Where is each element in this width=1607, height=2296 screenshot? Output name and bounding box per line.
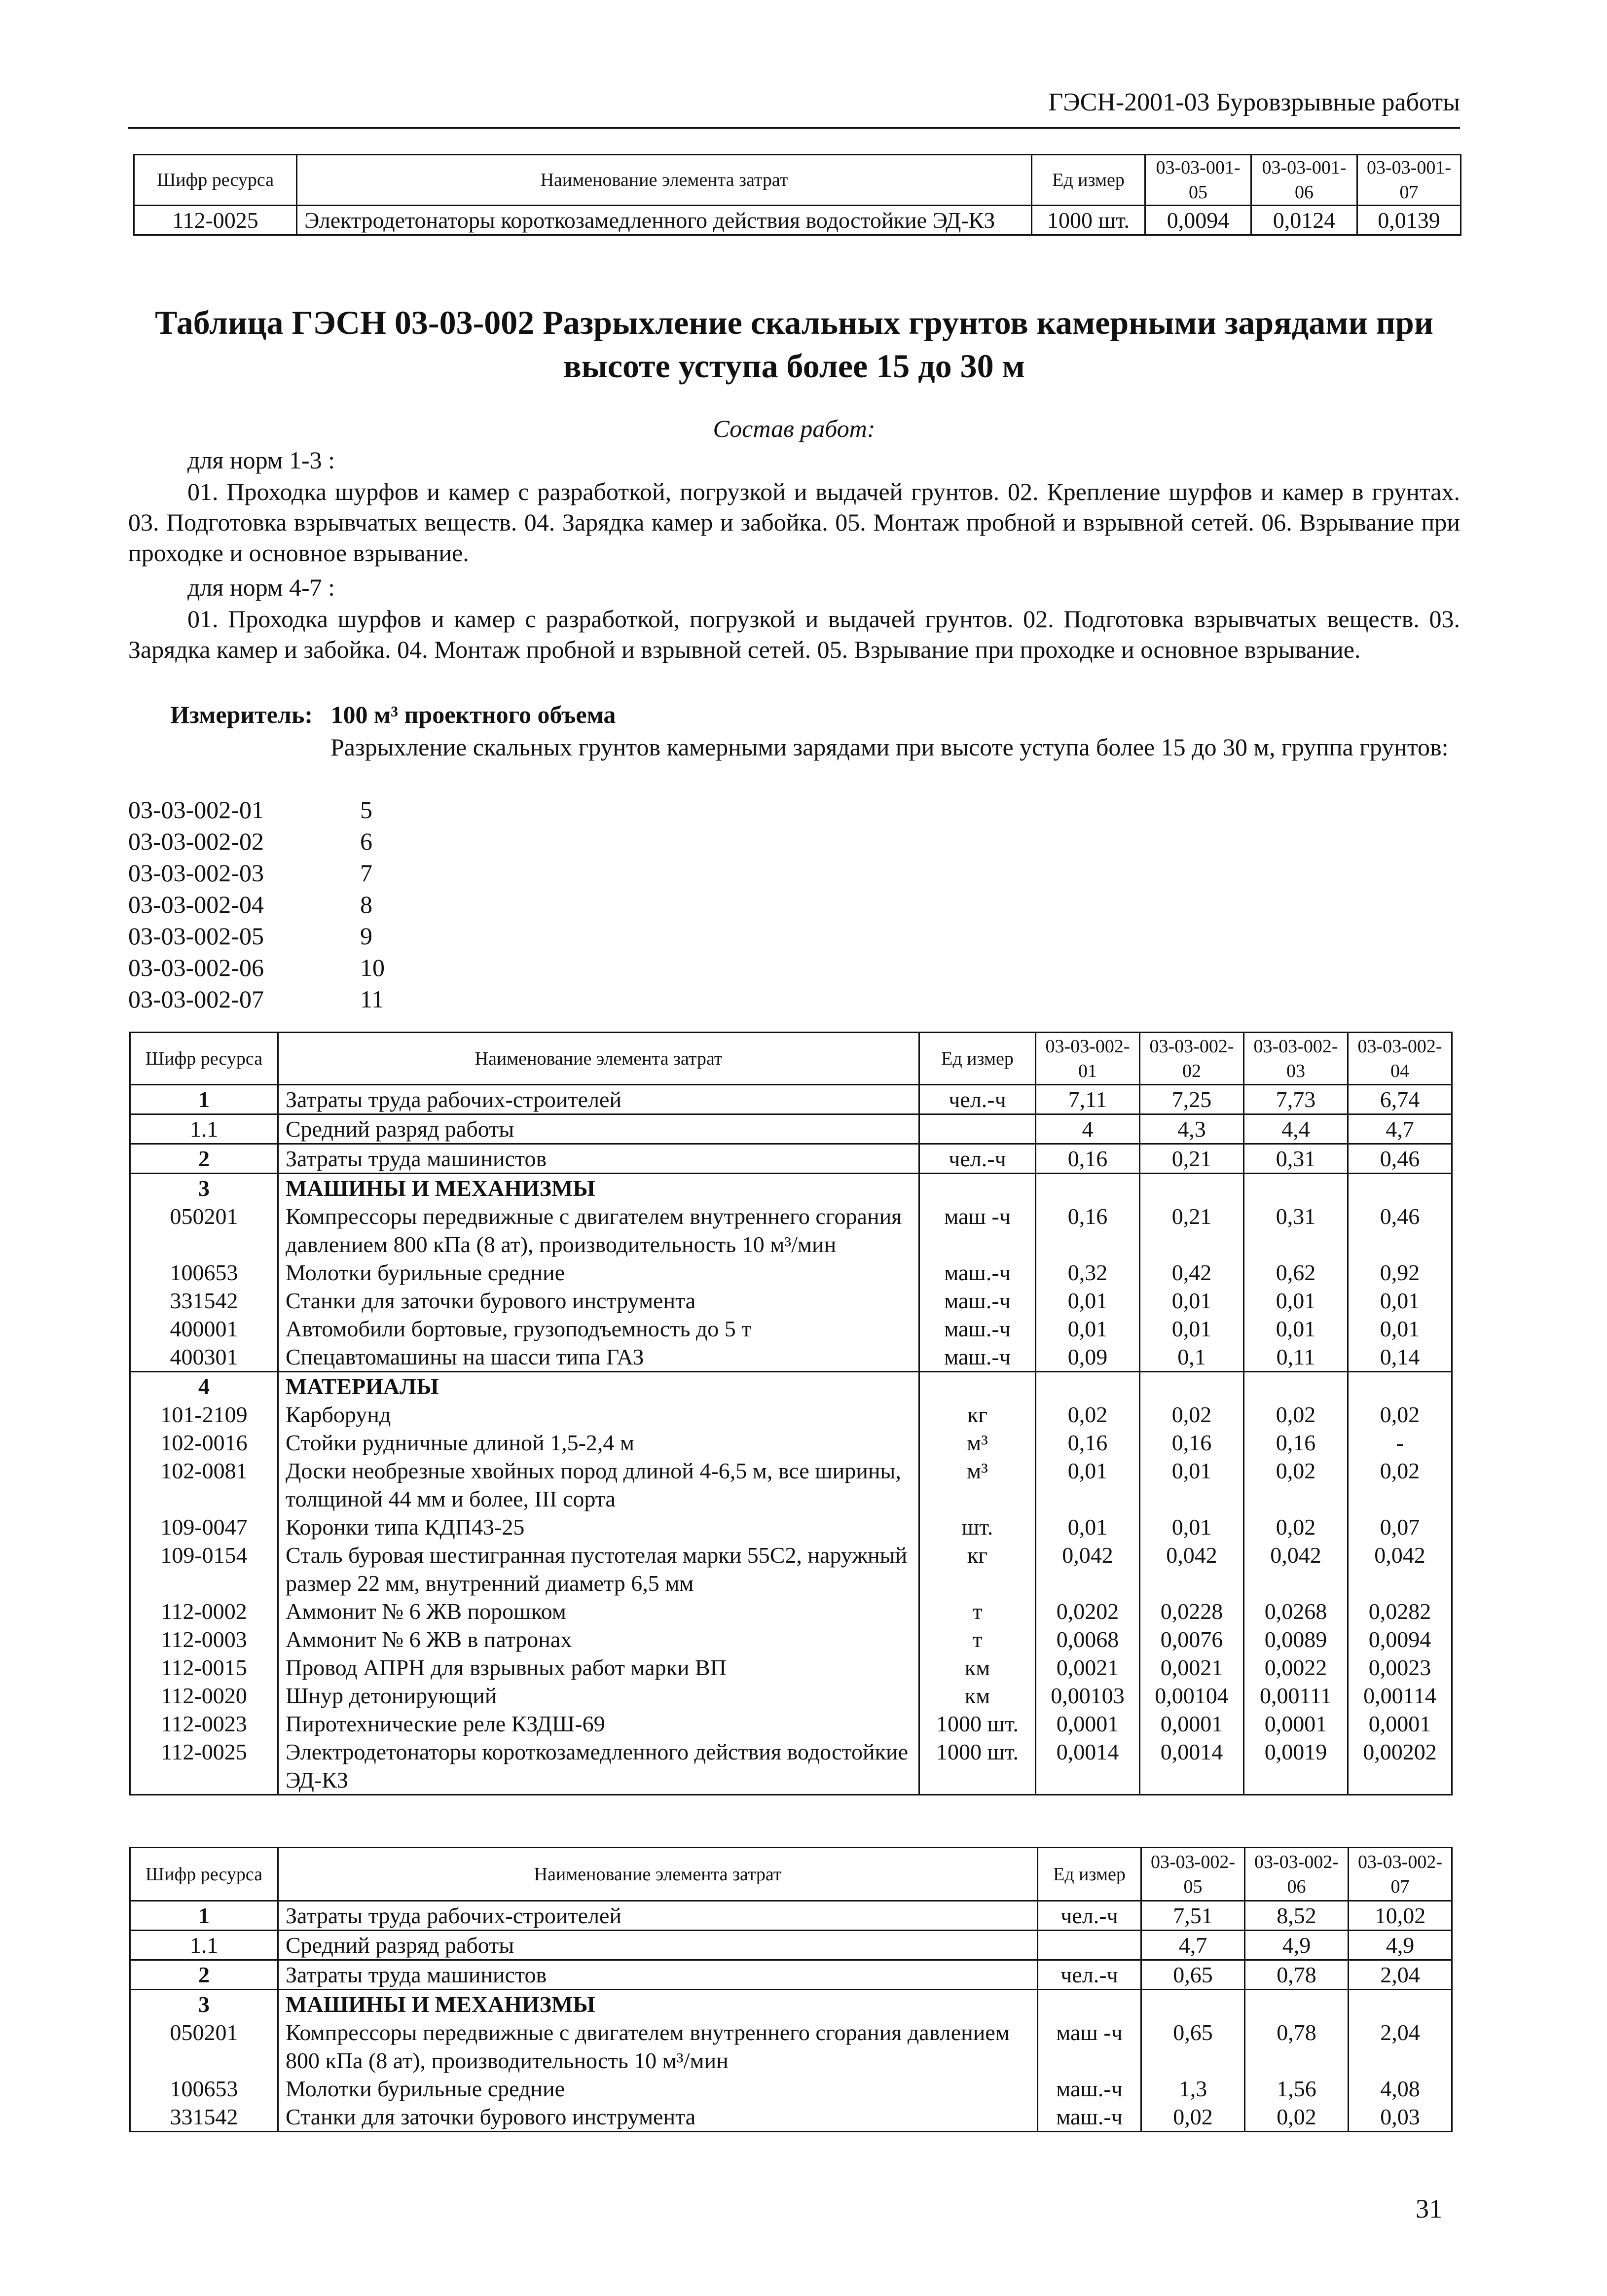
cell-value: 0,02 — [1140, 1400, 1244, 1429]
col-header-norm: 03-03-001-07 — [1357, 155, 1461, 206]
cell-value: 0,0001 — [1348, 1710, 1452, 1738]
table-row — [130, 1625, 1452, 1653]
cell-value: 0,65 — [1141, 1960, 1245, 1990]
cell-value: 7,51 — [1141, 1901, 1245, 1931]
cell-code: 2 — [130, 1960, 278, 1990]
cell-unit — [1038, 1990, 1141, 2019]
cell-value: 0,01 — [1140, 1457, 1244, 1513]
table-title: Таблица ГЭСН 03-03-002 Разрыхление скальных грунтов камерными зарядами при высоте уступа более 15 до 30 м — [155, 304, 1433, 385]
cell-value: 4,9 — [1245, 1931, 1349, 1960]
cell-value: 0,0268 — [1244, 1597, 1348, 1625]
norm-code-item — [128, 952, 385, 983]
cell-value: 0,0022 — [1244, 1653, 1348, 1682]
cell-value: 4,7 — [1141, 1931, 1245, 1960]
cell-value: 0,02 — [1244, 1400, 1348, 1429]
table-row — [130, 1541, 1452, 1597]
cell-value: 0,02 — [1348, 1400, 1452, 1429]
norms-group-1-label: для норм 1-3 : — [187, 446, 335, 474]
table-row — [130, 2103, 1452, 2132]
cell-value: 0,16 — [1036, 1202, 1140, 1258]
running-header: ГЭСН-2001-03 Буровзрывные работы — [1048, 88, 1460, 116]
cell-value: 0,00111 — [1244, 1682, 1348, 1710]
cell-unit: 1000 шт. — [1032, 206, 1145, 235]
table-row — [130, 1597, 1452, 1625]
cell-unit: шт. — [919, 1513, 1036, 1541]
cell-value: 2,04 — [1349, 1960, 1452, 1990]
col-header-unit: Ед измер — [1032, 155, 1145, 206]
cell-value: 0,16 — [1140, 1429, 1244, 1457]
cell-value — [1245, 1990, 1349, 2019]
cell-name: Провод АПРН для взрывных работ марки ВП — [278, 1653, 919, 1682]
cell-value: 4,4 — [1244, 1114, 1348, 1144]
cell-value — [1348, 1174, 1452, 1203]
cell-value: 10,02 — [1349, 1901, 1452, 1931]
cell-name: Электродетонаторы короткозамедленного действия водостойкие ЭД-КЗ — [278, 1738, 919, 1795]
page-number: 31 — [1416, 2194, 1442, 2224]
table-row — [130, 1144, 1452, 1174]
cell-code: 3 — [130, 1990, 278, 2019]
cell-value: 0,0094 — [1145, 206, 1251, 235]
cell-value: 7,25 — [1140, 1085, 1244, 1114]
table-row — [130, 1429, 1452, 1457]
cell-value: 0,01 — [1140, 1287, 1244, 1315]
composition-heading: Состав работ: — [713, 415, 876, 442]
table-row — [134, 206, 1461, 235]
cell-value: 0,0282 — [1348, 1597, 1452, 1625]
cell-value: 0,0014 — [1036, 1738, 1140, 1795]
col-header-norm: 03-03-002-01 — [1036, 1033, 1140, 1085]
cell-name: Сталь буровая шестигранная пустотелая марки 55С2, наружный размер 22 мм, внутренний диаметр 6,5 мм — [278, 1541, 919, 1597]
table-header-row — [134, 155, 1461, 206]
norm-code: 03-03-002-05 — [128, 922, 264, 950]
cell-value: 0,78 — [1245, 2018, 1349, 2075]
cell-code: 112-0025 — [134, 206, 297, 235]
table-row — [130, 1738, 1452, 1795]
cell-value: 0,16 — [1036, 1429, 1140, 1457]
cell-name: Пиротехнические реле КЗДШ-69 — [278, 1710, 919, 1738]
table-row — [130, 1457, 1452, 1513]
norm-description: Разрыхление скальных грунтов камерными зарядами при высоте уступа более 15 до 30 м, группа грунтов: — [330, 733, 1449, 761]
cell-value: 0,02 — [1141, 2103, 1245, 2132]
cell-unit: 1000 шт. — [919, 1738, 1036, 1795]
cell-code: 050201 — [130, 1202, 278, 1258]
cell-unit: 1000 шт. — [919, 1710, 1036, 1738]
cell-unit: км — [919, 1653, 1036, 1682]
cell-code: 100653 — [130, 1258, 278, 1287]
cell-value: 0,02 — [1244, 1513, 1348, 1541]
norm-code-item — [128, 825, 385, 857]
cell-value: 0,14 — [1348, 1343, 1452, 1372]
cell-value: 0,31 — [1244, 1202, 1348, 1258]
cell-name: Карборунд — [278, 1400, 919, 1429]
cell-value: 1,56 — [1245, 2075, 1349, 2103]
cell-name: Затраты труда рабочих-строителей — [278, 1901, 1038, 1931]
cell-unit: чел.-ч — [919, 1085, 1036, 1114]
cell-value: 0,0202 — [1036, 1597, 1140, 1625]
cell-value: 0,42 — [1140, 1258, 1244, 1287]
table-row — [130, 1287, 1452, 1315]
norm-code-item — [128, 857, 385, 889]
table-row — [130, 1258, 1452, 1287]
cell-value: 0,1 — [1140, 1343, 1244, 1372]
cell-unit: чел.-ч — [1038, 1901, 1141, 1931]
cell-unit: маш -ч — [919, 1202, 1036, 1258]
table-row — [130, 2075, 1452, 2103]
soil-group: 10 — [360, 954, 385, 981]
cell-unit: маш -ч — [1038, 2018, 1141, 2075]
cell-code: 1 — [130, 1085, 278, 1114]
cell-value: 0,31 — [1244, 1144, 1348, 1174]
cell-name: Средний разряд работы — [278, 1114, 919, 1144]
cell-value: 0,01 — [1348, 1315, 1452, 1343]
cell-name: Автомобили бортовые, грузоподъемность до 5 т — [278, 1315, 919, 1343]
cell-code: 2 — [130, 1144, 278, 1174]
cell-value: 0,02 — [1348, 1457, 1452, 1513]
col-header-code: Шифр ресурса — [130, 1033, 278, 1085]
cell-value: 0,16 — [1036, 1144, 1140, 1174]
table-row — [130, 2018, 1452, 2075]
cell-value: 0,0228 — [1140, 1597, 1244, 1625]
cell-unit: чел.-ч — [1038, 1960, 1141, 1990]
cell-value: 0,01 — [1036, 1457, 1140, 1513]
cell-code: 112-0015 — [130, 1653, 278, 1682]
cell-unit: т — [919, 1597, 1036, 1625]
cell-value: 0,0001 — [1036, 1710, 1140, 1738]
table-row — [130, 1400, 1452, 1429]
cell-value: 0,01 — [1140, 1513, 1244, 1541]
cell-code: 112-0002 — [130, 1597, 278, 1625]
cell-value: 0,01 — [1036, 1287, 1140, 1315]
cell-unit: маш.-ч — [919, 1343, 1036, 1372]
cell-value: 0,11 — [1244, 1343, 1348, 1372]
soil-group: 6 — [360, 827, 372, 855]
cell-value: 1,3 — [1141, 2075, 1245, 2103]
cell-code: 112-0025 — [130, 1738, 278, 1795]
col-header-code: Шифр ресурса — [130, 1848, 278, 1901]
cell-value: 0,042 — [1244, 1541, 1348, 1597]
cell-unit: км — [919, 1682, 1036, 1710]
cell-unit: маш.-ч — [919, 1287, 1036, 1315]
resource-table-1 — [129, 1032, 1453, 1795]
cell-value: 0,16 — [1244, 1429, 1348, 1457]
cell-value: 0,09 — [1036, 1343, 1140, 1372]
cell-unit: кг — [919, 1541, 1036, 1597]
table-row — [130, 1085, 1452, 1114]
cell-name: Затраты труда рабочих-строителей — [278, 1085, 919, 1114]
soil-group: 8 — [360, 891, 372, 918]
cell-code: 100653 — [130, 2075, 278, 2103]
norm-code-item — [128, 983, 385, 1015]
cell-code: 102-0081 — [130, 1457, 278, 1513]
cell-name: Станки для заточки бурового инструмента — [278, 1287, 919, 1315]
cell-value: 0,01 — [1140, 1315, 1244, 1343]
table-header-row — [130, 1033, 1452, 1085]
cell-code: 109-0154 — [130, 1541, 278, 1597]
cell-name: Затраты труда машинистов — [278, 1144, 919, 1174]
cell-code: 1.1 — [130, 1931, 278, 1960]
meter-label: Измеритель: — [170, 701, 313, 728]
cell-value: 4,3 — [1140, 1114, 1244, 1144]
cell-unit: маш.-ч — [1038, 2075, 1141, 2103]
cell-value: 7,73 — [1244, 1085, 1348, 1114]
cell-unit: т — [919, 1625, 1036, 1653]
table-row — [130, 1174, 1452, 1203]
cell-name: Электродетонаторы короткозамедленного действия водостойкие ЭД-КЗ — [297, 206, 1032, 235]
meter-value: 100 м³ проектного объема — [330, 701, 616, 728]
col-header-name: Наименование элемента затрат — [297, 155, 1032, 206]
cell-unit — [919, 1174, 1036, 1203]
cell-value: 0,0068 — [1036, 1625, 1140, 1653]
meter-line — [170, 699, 616, 730]
cell-value: 7,11 — [1036, 1085, 1140, 1114]
cell-value: 6,74 — [1348, 1085, 1452, 1114]
col-header-norm: 03-03-002-04 — [1348, 1033, 1452, 1085]
cell-value: - — [1348, 1429, 1452, 1457]
cell-value: 0,00202 — [1348, 1738, 1452, 1795]
norm-code: 03-03-002-02 — [128, 827, 264, 855]
table-row — [130, 1710, 1452, 1738]
col-header-norm: 03-03-002-02 — [1140, 1033, 1244, 1085]
cell-value — [1349, 1990, 1452, 2019]
cell-unit: маш.-ч — [919, 1258, 1036, 1287]
norm-code-item — [128, 920, 385, 952]
cell-value: 0,042 — [1348, 1541, 1452, 1597]
cell-code: 050201 — [130, 2018, 278, 2075]
cell-value — [1140, 1174, 1244, 1203]
norm-code-list — [128, 794, 385, 1015]
cell-value — [1244, 1372, 1348, 1401]
cell-value: 0,21 — [1140, 1144, 1244, 1174]
cell-value: 0,03 — [1349, 2103, 1452, 2132]
cell-value: 0,0076 — [1140, 1625, 1244, 1653]
soil-group: 5 — [360, 796, 372, 824]
cell-value: 0,042 — [1036, 1541, 1140, 1597]
section-heading: МАШИНЫ И МЕХАНИЗМЫ — [278, 1990, 1038, 2019]
cell-value: 0,00114 — [1348, 1682, 1452, 1710]
cell-value: 0,0001 — [1244, 1710, 1348, 1738]
section-heading: МАТЕРИАЛЫ — [278, 1372, 919, 1401]
cell-code: 400001 — [130, 1315, 278, 1343]
cell-code: 400301 — [130, 1343, 278, 1372]
header-rule — [128, 127, 1460, 129]
cell-code: 331542 — [130, 1287, 278, 1315]
norm-code: 03-03-002-04 — [128, 891, 264, 918]
cell-name: Аммонит № 6 ЖВ в патронах — [278, 1625, 919, 1653]
section-heading: МАШИНЫ И МЕХАНИЗМЫ — [278, 1174, 919, 1203]
cell-value — [1141, 1990, 1245, 2019]
col-header-norm: 03-03-002-06 — [1245, 1848, 1349, 1901]
cell-name: Молотки бурильные средние — [278, 2075, 1038, 2103]
cell-value: 4,7 — [1348, 1114, 1452, 1144]
cell-unit: чел.-ч — [919, 1144, 1036, 1174]
cell-value: 0,00104 — [1140, 1682, 1244, 1710]
cell-name: Стойки рудничные длиной 1,5-2,4 м — [278, 1429, 919, 1457]
cell-code: 101-2109 — [130, 1400, 278, 1429]
table-header-row — [130, 1848, 1452, 1901]
cell-value: 0,21 — [1140, 1202, 1244, 1258]
cell-value: 8,52 — [1245, 1901, 1349, 1931]
col-header-unit: Ед измер — [1038, 1848, 1141, 1901]
soil-group: 11 — [360, 985, 384, 1013]
col-header-norm: 03-03-001-05 — [1145, 155, 1251, 206]
cell-value: 0,07 — [1348, 1513, 1452, 1541]
cell-value — [1036, 1372, 1140, 1401]
cell-code: 1 — [130, 1901, 278, 1931]
col-header-norm: 03-03-001-06 — [1251, 155, 1357, 206]
table-continuation — [133, 154, 1461, 236]
table-row — [130, 1653, 1452, 1682]
norm-code: 03-03-002-03 — [128, 859, 264, 887]
cell-value: 0,0094 — [1348, 1625, 1452, 1653]
cell-value: 4 — [1036, 1114, 1140, 1144]
cell-unit — [1038, 1931, 1141, 1960]
cell-value — [1036, 1174, 1140, 1203]
cell-unit: кг — [919, 1400, 1036, 1429]
cell-value: 0,78 — [1245, 1960, 1349, 1990]
cell-value: 0,32 — [1036, 1258, 1140, 1287]
cell-name: Средний разряд работы — [278, 1931, 1038, 1960]
table-row — [130, 1114, 1452, 1144]
cell-value: 0,46 — [1348, 1144, 1452, 1174]
cell-value: 0,0124 — [1251, 206, 1357, 235]
cell-name: Аммонит № 6 ЖВ порошком — [278, 1597, 919, 1625]
cell-value: 0,02 — [1245, 2103, 1349, 2132]
cell-unit — [919, 1372, 1036, 1401]
soil-group: 7 — [360, 859, 372, 887]
norms-group-2-label: для норм 4-7 : — [187, 574, 335, 601]
cell-unit — [919, 1114, 1036, 1144]
table-row — [130, 1343, 1452, 1372]
cell-name: Станки для заточки бурового инструмента — [278, 2103, 1038, 2132]
cell-value — [1140, 1372, 1244, 1401]
resource-table-2 — [129, 1847, 1453, 2132]
cell-name: Коронки типа КДП43-25 — [278, 1513, 919, 1541]
cell-name: Молотки бурильные средние — [278, 1258, 919, 1287]
cell-code: 109-0047 — [130, 1513, 278, 1541]
cell-value: 0,0023 — [1348, 1653, 1452, 1682]
norm-code-item — [128, 889, 385, 920]
cell-value: 0,0019 — [1244, 1738, 1348, 1795]
col-header-norm: 03-03-002-05 — [1141, 1848, 1245, 1901]
cell-code: 112-0003 — [130, 1625, 278, 1653]
cell-unit: м³ — [919, 1429, 1036, 1457]
cell-value: 0,01 — [1036, 1513, 1140, 1541]
table-row — [130, 1202, 1452, 1258]
cell-unit: маш.-ч — [919, 1315, 1036, 1343]
cell-value: 0,0089 — [1244, 1625, 1348, 1653]
table-row — [130, 1990, 1452, 2019]
norm-code: 03-03-002-07 — [128, 985, 264, 1013]
cell-name: Затраты труда машинистов — [278, 1960, 1038, 1990]
cell-value: 0,0014 — [1140, 1738, 1244, 1795]
cell-value: 4,9 — [1349, 1931, 1452, 1960]
cell-name: Шнур детонирующий — [278, 1682, 919, 1710]
cell-name: Спецавтомашины на шасси типа ГАЗ — [278, 1343, 919, 1372]
col-header-code: Шифр ресурса — [134, 155, 297, 206]
cell-name: Компрессоры передвижные с двигателем внутреннего сгорания давлением 800 кПа (8 ат), производительность 10 м³/мин — [278, 1202, 919, 1258]
col-header-unit: Ед измер — [919, 1033, 1036, 1085]
soil-group: 9 — [360, 922, 372, 950]
table-row — [130, 1513, 1452, 1541]
cell-code: 1.1 — [130, 1114, 278, 1144]
col-header-name: Наименование элемента затрат — [278, 1033, 919, 1085]
table-row — [130, 1901, 1452, 1931]
cell-value: 0,01 — [1036, 1315, 1140, 1343]
cell-value: 4,08 — [1349, 2075, 1452, 2103]
cell-value: 0,01 — [1244, 1287, 1348, 1315]
cell-code: 102-0016 — [130, 1429, 278, 1457]
table-row — [130, 1960, 1452, 1990]
cell-value: 0,0021 — [1036, 1653, 1140, 1682]
cell-value: 0,02 — [1036, 1400, 1140, 1429]
cell-value: 0,00103 — [1036, 1682, 1140, 1710]
cell-unit: м³ — [919, 1457, 1036, 1513]
col-header-norm: 03-03-002-07 — [1349, 1848, 1452, 1901]
cell-value: 0,65 — [1141, 2018, 1245, 2075]
cell-value: 0,01 — [1348, 1287, 1452, 1315]
cell-code: 331542 — [130, 2103, 278, 2132]
cell-value: 0,0139 — [1357, 206, 1461, 235]
cell-name: Доски необрезные хвойных пород длиной 4-6,5 м, все ширины, толщиной 44 мм и более, III сорта — [278, 1457, 919, 1513]
norm-code: 03-03-002-06 — [128, 954, 264, 981]
cell-value — [1348, 1372, 1452, 1401]
cell-value: 0,0001 — [1140, 1710, 1244, 1738]
cell-value: 0,62 — [1244, 1258, 1348, 1287]
norm-code-item — [128, 794, 385, 825]
col-header-norm: 03-03-002-03 — [1244, 1033, 1348, 1085]
table-row — [130, 1682, 1452, 1710]
cell-name: Компрессоры передвижные с двигателем внутреннего сгорания давлением 800 кПа (8 ат), производительность 10 м³/мин — [278, 2018, 1038, 2075]
norms-group-1-text: 01. Проходка шурфов и камер с разработкой, погрузкой и выдачей грунтов. 02. Крепление шурфов и камер в грунтах. 03. Подготовка взрывчатых веществ. 04. Зарядка камер и забойка. 05. Монтаж пробной и взрывной сетей. 06. Взрывание при проходке и основное взрывание. — [128, 478, 1460, 567]
col-header-name: Наименование элемента затрат — [278, 1848, 1038, 1901]
cell-value: 0,0021 — [1140, 1653, 1244, 1682]
cell-value — [1244, 1174, 1348, 1203]
cell-value: 0,92 — [1348, 1258, 1452, 1287]
table-row — [130, 1931, 1452, 1960]
cell-value: 0,02 — [1244, 1457, 1348, 1513]
cell-code: 112-0020 — [130, 1682, 278, 1710]
cell-unit: маш.-ч — [1038, 2103, 1141, 2132]
norm-code: 03-03-002-01 — [128, 796, 264, 824]
cell-code: 3 — [130, 1174, 278, 1203]
cell-value: 2,04 — [1349, 2018, 1452, 2075]
cell-value: 0,01 — [1244, 1315, 1348, 1343]
cell-value: 0,46 — [1348, 1202, 1452, 1258]
cell-code: 4 — [130, 1372, 278, 1401]
table-row — [130, 1372, 1452, 1401]
cell-code: 112-0023 — [130, 1710, 278, 1738]
table-row — [130, 1315, 1452, 1343]
norms-group-2-text: 01. Проходка шурфов и камер с разработкой, погрузкой и выдачей грунтов. 02. Подготовка взрывчатых веществ. 03. Зарядка камер и забойка. 04. Монтаж пробной и взрывной сетей. 05. Взрывание при проходке и основное взрывание. — [128, 605, 1460, 663]
cell-value: 0,042 — [1140, 1541, 1244, 1597]
